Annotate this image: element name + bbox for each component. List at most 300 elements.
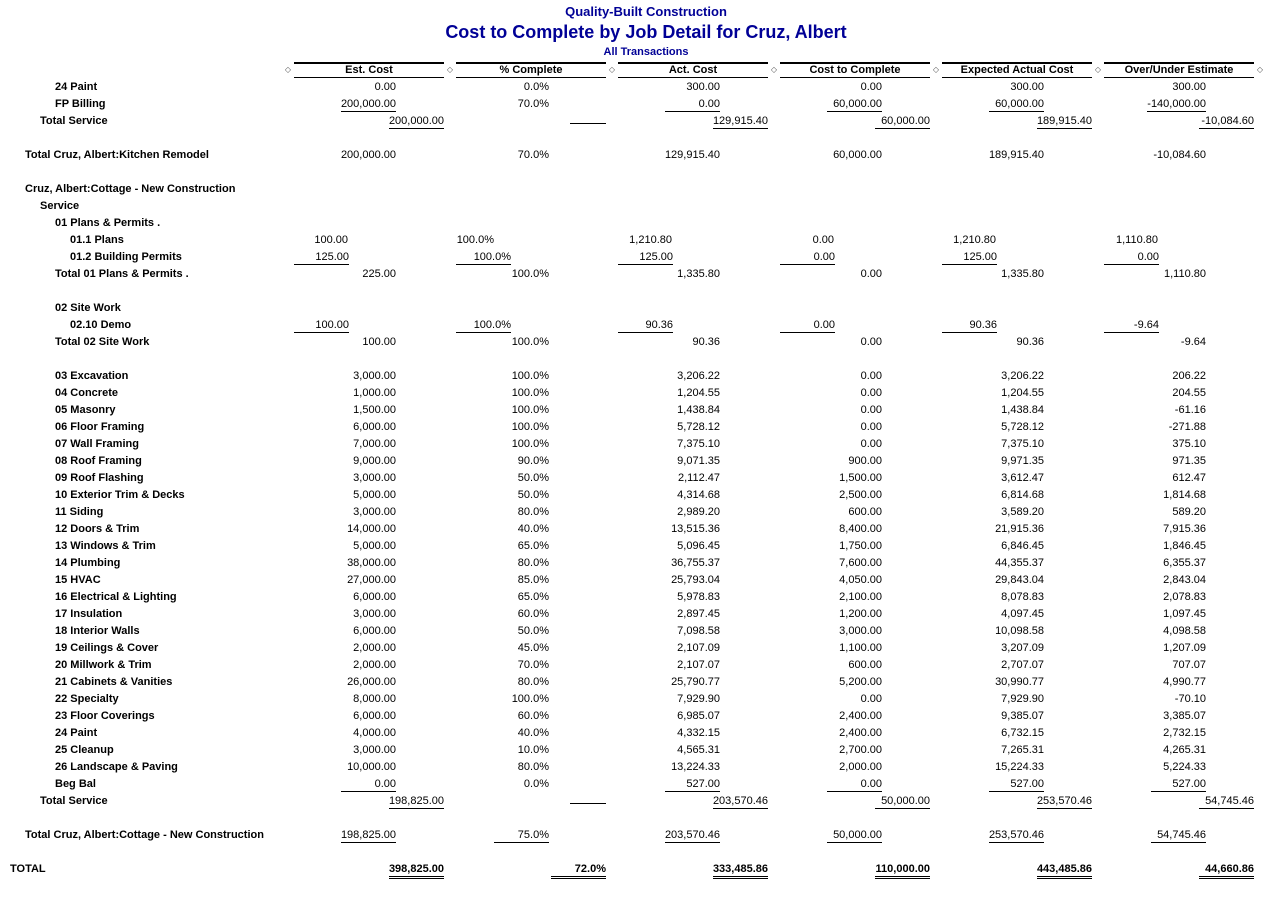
- cell-value: 7,915.36: [1163, 523, 1206, 535]
- row-label: Total Service: [40, 115, 108, 127]
- cell-value: 3,000.00: [353, 472, 396, 484]
- cell-pct: [456, 96, 606, 113]
- cell-value: 0.00: [860, 693, 882, 705]
- cell-value: 85.0%: [517, 574, 549, 586]
- column-gutter: [282, 79, 294, 96]
- cell-est: [294, 368, 444, 385]
- column-gutter: [1092, 589, 1104, 606]
- report-row: [5, 368, 1287, 385]
- cell-ou: [1104, 334, 1254, 351]
- column-gutter: [282, 266, 294, 283]
- column-gutter: [282, 674, 294, 691]
- cell-value: 100.0%: [511, 421, 549, 433]
- cell-ctc: [780, 827, 930, 844]
- column-gutter: [768, 79, 780, 96]
- column-gutter: [606, 470, 618, 487]
- cell-act: [618, 147, 768, 164]
- cell-value: 50.0%: [517, 625, 549, 637]
- column-gutter: [444, 691, 456, 708]
- column-gutter: [606, 793, 618, 810]
- report-row: [5, 198, 1287, 215]
- cell-value: 1,210.80: [629, 234, 672, 246]
- spacer-row: [5, 130, 1287, 147]
- column-gutter: [1092, 708, 1104, 725]
- cell-act: [618, 113, 768, 130]
- cell-act: [618, 657, 768, 674]
- report-table: [5, 62, 1287, 878]
- cell-act: [618, 708, 768, 725]
- cell-value: 36,755.37: [671, 557, 720, 569]
- report-row: [5, 147, 1287, 164]
- column-gutter: [930, 691, 942, 708]
- cell-value: 6,985.07: [677, 710, 720, 722]
- column-gutter: [930, 606, 942, 623]
- cell-ou: [1104, 368, 1254, 385]
- report-row: [5, 674, 1287, 691]
- cell-act: [618, 827, 768, 844]
- column-gutter: [282, 861, 294, 878]
- row-label: Total Cruz, Albert:Cottage - New Construction: [25, 829, 264, 841]
- column-gutter: [282, 793, 294, 810]
- cell-value: 300.00: [1010, 81, 1044, 93]
- cell-ctc: [780, 759, 930, 776]
- column-gutter: [444, 776, 456, 793]
- cell-value: 100.00: [362, 336, 396, 348]
- cell-est: [294, 538, 444, 555]
- column-resize-diamond-icon[interactable]: ◇: [1256, 65, 1264, 74]
- column-gutter: [1092, 555, 1104, 572]
- cell-pct: [456, 555, 606, 572]
- cell-est: [294, 504, 444, 521]
- column-resize-diamond-icon[interactable]: ◇: [770, 65, 778, 74]
- cell-value: 4,332.15: [677, 727, 720, 739]
- cell-value: 971.35: [1172, 455, 1206, 467]
- row-label: 25 Cleanup: [55, 744, 114, 756]
- cell-act: [618, 759, 768, 776]
- cell-ou: [1104, 623, 1254, 640]
- cell-value: 5,978.83: [677, 591, 720, 603]
- cell-value: 2,897.45: [677, 608, 720, 620]
- row-label: 19 Ceilings & Cover: [55, 642, 159, 654]
- cell-est: [294, 589, 444, 606]
- cell-ou: [1104, 674, 1254, 691]
- column-gutter: [606, 317, 618, 334]
- cell-value: 27,000.00: [347, 574, 396, 586]
- column-gutter: [1092, 759, 1104, 776]
- column-gutter: [282, 453, 294, 470]
- cell-value: 3,207.09: [1001, 642, 1044, 654]
- cell-est: [294, 402, 444, 419]
- cell-pct: [456, 725, 606, 742]
- cell-value: 0.00: [860, 404, 882, 416]
- report-row: [5, 793, 1287, 810]
- cell-pct: [456, 827, 606, 844]
- report-row: [5, 79, 1287, 96]
- column-gutter: [282, 521, 294, 538]
- cell-value: 29,843.04: [995, 574, 1044, 586]
- cell-value: 7,000.00: [353, 438, 396, 450]
- cell-ou: [1104, 742, 1254, 759]
- cell-ou: [1104, 572, 1254, 589]
- cell-est: [294, 266, 444, 283]
- cell-ou: [1104, 453, 1254, 470]
- cell-value: 5,200.00: [839, 676, 882, 688]
- column-gutter: [444, 725, 456, 742]
- column-resize-diamond-icon[interactable]: ◇: [284, 65, 292, 74]
- cell-value: 2,707.07: [1001, 659, 1044, 671]
- cell-eac: [942, 623, 1092, 640]
- column-gutter: [606, 402, 618, 419]
- cell-value: 8,000.00: [353, 693, 396, 705]
- cell-value: 3,000.00: [353, 506, 396, 518]
- row-label: 12 Doors & Trim: [55, 523, 140, 535]
- cell-est: [294, 317, 444, 334]
- column-gutter: [282, 504, 294, 521]
- column-gutter: [444, 759, 456, 776]
- column-gutter: [606, 861, 618, 878]
- cell-ou: [1104, 725, 1254, 742]
- cell-act: [618, 589, 768, 606]
- column-gutter: [606, 776, 618, 793]
- cell-value: 189,915.40: [988, 149, 1044, 161]
- cell-value: 0.00: [860, 336, 882, 348]
- cell-value: 1,200.00: [839, 608, 882, 620]
- cell-value: 1,207.09: [1163, 642, 1206, 654]
- report-row: [5, 640, 1287, 657]
- cell-pct: [456, 249, 606, 266]
- cell-value: 40.0%: [517, 523, 549, 535]
- column-gutter: [930, 725, 942, 742]
- cell-value: 2,107.09: [677, 642, 720, 654]
- cell-value: 7,929.90: [677, 693, 720, 705]
- cell-value: 900.00: [848, 455, 882, 467]
- column-gutter: [768, 861, 780, 878]
- cell-pct: [456, 521, 606, 538]
- cell-value: 7,265.31: [1001, 744, 1044, 756]
- report-row: [5, 776, 1287, 793]
- cell-value: 5,000.00: [353, 489, 396, 501]
- report-row: [5, 266, 1287, 283]
- cell-value: 80.0%: [517, 557, 549, 569]
- column-gutter: [282, 317, 294, 334]
- cell-value: 600.00: [848, 659, 882, 671]
- column-gutter: [282, 368, 294, 385]
- report-row: [5, 113, 1287, 130]
- column-gutter: [444, 487, 456, 504]
- cell-value: 13,224.33: [671, 761, 720, 773]
- cell-ctc: [780, 436, 930, 453]
- report-row: [5, 419, 1287, 436]
- column-gutter: [768, 453, 780, 470]
- cell-value: 6,000.00: [353, 421, 396, 433]
- cell-ou: [1104, 555, 1254, 572]
- cell-act: [618, 521, 768, 538]
- column-resize-diamond-icon[interactable]: ◇: [932, 65, 940, 74]
- cell-pct: [456, 623, 606, 640]
- column-gutter: [444, 640, 456, 657]
- cell-act: [618, 436, 768, 453]
- column-gutter: [606, 691, 618, 708]
- cell-value: 50.0%: [517, 472, 549, 484]
- column-gutter: [606, 419, 618, 436]
- column-gutter: [768, 419, 780, 436]
- report-row: [5, 691, 1287, 708]
- column-gutter: [1092, 385, 1104, 402]
- cell-value: 3,000.00: [839, 625, 882, 637]
- cell-act: [618, 419, 768, 436]
- column-gutter: [768, 572, 780, 589]
- column-gutter: [444, 249, 456, 266]
- cell-eac: [942, 266, 1092, 283]
- report-row: [5, 504, 1287, 521]
- cell-act: [618, 674, 768, 691]
- cell-value: 6,000.00: [353, 591, 396, 603]
- cell-act: [618, 79, 768, 96]
- cell-value: 100.0%: [511, 404, 549, 416]
- column-gutter: [930, 674, 942, 691]
- cell-value: 253,570.46: [1036, 795, 1092, 807]
- cell-value: 6,814.68: [1001, 489, 1044, 501]
- cell-ctc: [780, 232, 930, 249]
- cell-value: 5,096.45: [677, 540, 720, 552]
- column-gutter: [444, 147, 456, 164]
- cell-value: 7,375.10: [1001, 438, 1044, 450]
- cell-value: 50,000.00: [827, 828, 882, 843]
- column-gutter: [768, 827, 780, 844]
- row-label: 22 Specialty: [55, 693, 119, 705]
- cell-est: [294, 96, 444, 113]
- column-gutter: [606, 334, 618, 351]
- cell-value: -140,000.00: [1147, 98, 1206, 110]
- column-gutter: [768, 232, 780, 249]
- cell-value: 1,846.45: [1163, 540, 1206, 552]
- cell-ctc: [780, 317, 930, 334]
- cell-pct: [456, 266, 606, 283]
- column-gutter: [606, 759, 618, 776]
- cell-act: [618, 725, 768, 742]
- report-row: [5, 96, 1287, 113]
- column-gutter: [444, 334, 456, 351]
- column-gutter: [282, 147, 294, 164]
- spacer-row: [5, 351, 1287, 368]
- column-gutter: [768, 555, 780, 572]
- cell-value: 7,600.00: [839, 557, 882, 569]
- row-label: 02.10 Demo: [70, 319, 132, 331]
- cell-value: [570, 803, 606, 804]
- cell-est: [294, 470, 444, 487]
- cell-value: 90.36: [942, 318, 997, 333]
- spacer-row: [5, 844, 1287, 861]
- cell-eac: [942, 504, 1092, 521]
- column-gutter: [1092, 640, 1104, 657]
- cell-value: 129,915.40: [712, 115, 768, 127]
- cell-act: [618, 385, 768, 402]
- column-gutter: [444, 589, 456, 606]
- column-gutter: [1092, 657, 1104, 674]
- cell-ou: [1104, 436, 1254, 453]
- column-gutter: [282, 691, 294, 708]
- cell-eac: [942, 657, 1092, 674]
- cell-ctc: [780, 385, 930, 402]
- column-gutter: [768, 317, 780, 334]
- cell-value: 80.0%: [517, 676, 549, 688]
- cell-value: 60.0%: [517, 608, 549, 620]
- cell-value: 44,660.86: [1199, 862, 1254, 879]
- cell-est: [294, 147, 444, 164]
- column-gutter: [930, 249, 942, 266]
- cell-value: 0.00: [860, 421, 882, 433]
- report-row: [5, 606, 1287, 623]
- cell-pct: [456, 640, 606, 657]
- column-gutter: [282, 776, 294, 793]
- cell-value: 0.00: [860, 268, 882, 280]
- column-gutter: [1092, 249, 1104, 266]
- report-row: [5, 521, 1287, 538]
- cell-ou: [1104, 266, 1254, 283]
- row-label: 04 Concrete: [55, 387, 118, 399]
- cell-value: 1,335.80: [677, 268, 720, 280]
- cell-ou: [1104, 606, 1254, 623]
- cell-est: [294, 623, 444, 640]
- cell-ctc: [780, 657, 930, 674]
- cell-ou: [1104, 385, 1254, 402]
- cell-value: 5,728.12: [677, 421, 720, 433]
- column-gutter: [606, 266, 618, 283]
- cell-act: [618, 487, 768, 504]
- cell-eac: [942, 334, 1092, 351]
- column-gutter: [768, 470, 780, 487]
- column-gutter: [768, 521, 780, 538]
- report-row: [5, 402, 1287, 419]
- cell-value: [570, 123, 606, 124]
- cell-value: 15,224.33: [995, 761, 1044, 773]
- cell-value: 30,990.77: [995, 676, 1044, 688]
- column-gutter: [930, 521, 942, 538]
- cell-value: 2,700.00: [839, 744, 882, 756]
- cell-est: [294, 708, 444, 725]
- cell-act: [618, 538, 768, 555]
- report-row: [5, 215, 1287, 232]
- cell-value: 110,000.00: [875, 862, 930, 879]
- cell-value: 100.0%: [456, 234, 494, 246]
- column-gutter: [930, 657, 942, 674]
- cell-value: 527.00: [989, 777, 1044, 792]
- cell-value: 80.0%: [517, 506, 549, 518]
- row-label: 24 Paint: [55, 727, 98, 739]
- cell-ctc: [780, 793, 930, 810]
- column-gutter: [282, 538, 294, 555]
- row-label: 06 Floor Framing: [55, 421, 145, 433]
- row-label: 24 Paint: [55, 81, 98, 93]
- cell-pct: [456, 113, 606, 130]
- cell-eac: [942, 589, 1092, 606]
- cell-act: [618, 776, 768, 793]
- cell-value: 0.0%: [523, 81, 549, 93]
- cell-value: 0.00: [827, 777, 882, 792]
- cell-eac: [942, 113, 1092, 130]
- column-gutter: [930, 266, 942, 283]
- report-row: [5, 385, 1287, 402]
- cell-value: 333,485.86: [713, 862, 768, 879]
- column-gutter: [768, 368, 780, 385]
- cell-est: [294, 776, 444, 793]
- cell-pct: [456, 606, 606, 623]
- column-gutter: [606, 640, 618, 657]
- cell-value: 1,204.55: [1001, 387, 1044, 399]
- cell-value: 100.0%: [456, 318, 511, 333]
- cell-value: 10,000.00: [347, 761, 396, 773]
- cell-value: 80.0%: [517, 761, 549, 773]
- column-gutter: [1092, 368, 1104, 385]
- column-resize-diamond-icon[interactable]: ◇: [608, 65, 616, 74]
- cell-value: 1,110.80: [1163, 268, 1206, 280]
- cell-act: [618, 555, 768, 572]
- cell-ou: [1104, 521, 1254, 538]
- column-gutter: [1092, 725, 1104, 742]
- column-resize-diamond-icon[interactable]: ◇: [1094, 65, 1102, 74]
- cell-ou: [1104, 827, 1254, 844]
- cell-eac: [942, 402, 1092, 419]
- cell-value: 200,000.00: [340, 149, 396, 161]
- cell-eac: [942, 776, 1092, 793]
- column-gutter: [1092, 793, 1104, 810]
- report-row: [5, 300, 1287, 317]
- cell-pct: [456, 487, 606, 504]
- column-gutter: [282, 623, 294, 640]
- cell-eac: [942, 453, 1092, 470]
- row-label: 01 Plans & Permits .: [55, 217, 161, 229]
- cell-act: [618, 249, 768, 266]
- cell-act: [618, 606, 768, 623]
- column-gutter: [282, 385, 294, 402]
- cell-value: 3,589.20: [1001, 506, 1044, 518]
- report-row: [5, 759, 1287, 776]
- cell-ou: [1104, 249, 1254, 266]
- column-gutter: [930, 317, 942, 334]
- cell-value: 0.00: [812, 234, 834, 246]
- cell-value: 6,000.00: [353, 625, 396, 637]
- cell-ou: [1104, 487, 1254, 504]
- column-gutter: [444, 572, 456, 589]
- cell-value: 65.0%: [517, 540, 549, 552]
- column-gutter: [444, 538, 456, 555]
- cell-ctc: [780, 521, 930, 538]
- cell-value: 1,500.00: [353, 404, 396, 416]
- column-gutter: [930, 232, 942, 249]
- cell-est: [294, 521, 444, 538]
- cell-act: [618, 402, 768, 419]
- cell-pct: [456, 419, 606, 436]
- cell-eac: [942, 572, 1092, 589]
- cell-pct: [456, 232, 606, 249]
- cell-value: 5,000.00: [353, 540, 396, 552]
- cell-value: 300.00: [686, 81, 720, 93]
- column-gutter: [282, 725, 294, 742]
- cell-value: 13,515.36: [671, 523, 720, 535]
- cell-ctc: [780, 470, 930, 487]
- cell-ctc: [780, 538, 930, 555]
- cell-value: 1,438.84: [677, 404, 720, 416]
- column-gutter: [930, 470, 942, 487]
- cell-value: 375.10: [1172, 438, 1206, 450]
- column-gutter: [282, 419, 294, 436]
- column-resize-diamond-icon[interactable]: ◇: [446, 65, 454, 74]
- column-gutter: [930, 96, 942, 113]
- column-gutter: [444, 368, 456, 385]
- cell-value: 60,000.00: [827, 97, 882, 112]
- cell-value: 100.0%: [511, 387, 549, 399]
- report-row: [5, 742, 1287, 759]
